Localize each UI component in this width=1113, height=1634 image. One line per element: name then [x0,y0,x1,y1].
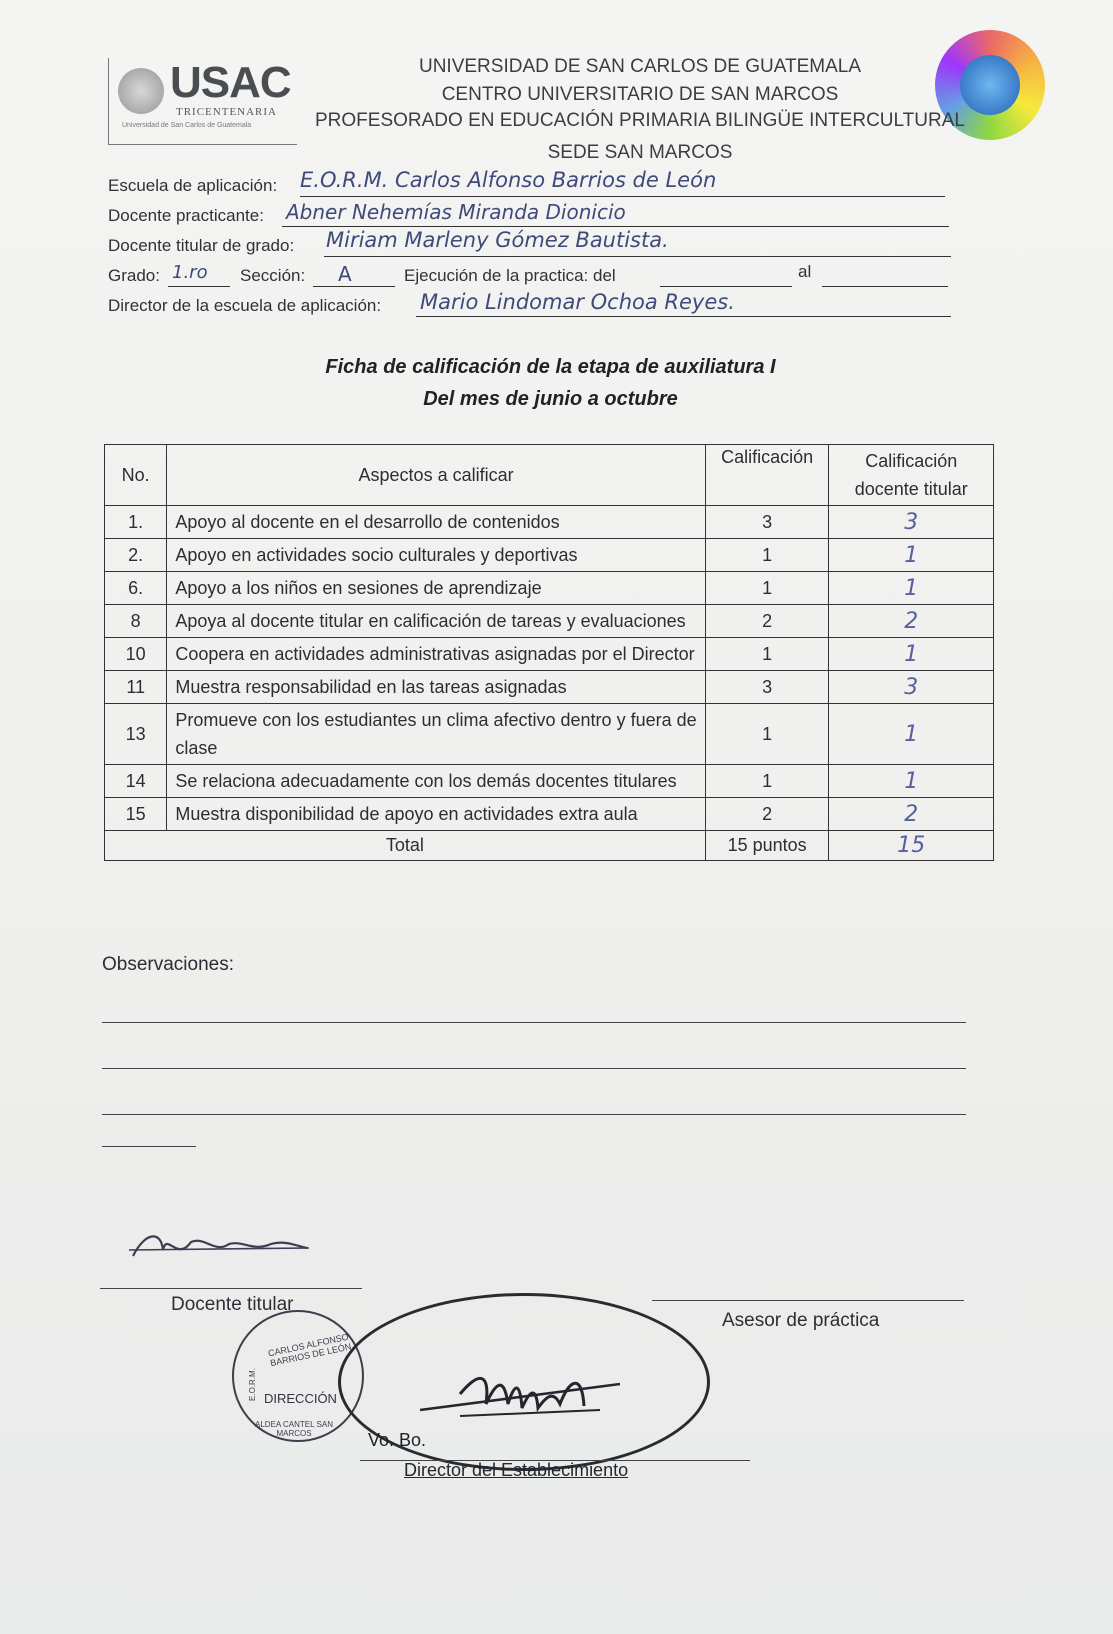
row-aspect: Apoya al docente titular en calificación de tareas y evaluaciones [167,605,706,638]
director-label: Director de la escuela de aplicación: [108,296,382,315]
stamp-side-text: E.O.R.M. [247,1368,257,1401]
row-aspect: Muestra disponibilidad de apoyo en actividades extra aula [167,798,706,831]
grado-label: Grado: [108,266,160,285]
grado-value: 1.ro [172,262,208,283]
row-no: 14 [105,765,167,798]
row-teacher-score: 1 [829,704,994,765]
row-teacher-score: 2 [829,605,994,638]
total-teacher-score: 15 [829,831,994,861]
docente-titular-line [100,1288,362,1289]
grado-row [108,266,160,286]
table-row [105,798,994,831]
observations-label: Observaciones: [102,954,235,975]
form-title: Ficha de calificación de la etapa de auxiliatura I [325,356,776,378]
director-label: Director del Establecimiento [404,1460,629,1480]
row-score: 1 [705,539,829,572]
escuela-field [108,176,277,196]
seccion-value: A [338,262,352,286]
table-row [105,704,994,765]
practicante-label: Docente practicante: [108,206,264,225]
titular-value: Miriam Marleny Gómez Bautista. [326,228,669,252]
site-name: SEDE SAN MARCOS [547,142,733,163]
table-row [105,671,994,704]
titular-label: Docente titular de grado: [108,236,295,255]
table-header-row [105,445,994,506]
usac-logo-text: USAC [170,58,291,107]
row-score: 2 [705,798,829,831]
row-no: 8 [105,605,167,638]
row-aspect: Apoyo en actividades socio culturales y deportivas [167,539,706,572]
vobo-label: Vo. Bo. [368,1430,427,1450]
row-score: 1 [705,638,829,671]
row-score: 3 [705,671,829,704]
table-row [105,605,994,638]
docente-titular-label: Docente titular [171,1294,294,1315]
row-no: 1. [105,506,167,539]
practicante-underline [282,226,949,227]
header-aspects: Aspectos a calificar [167,445,706,506]
total-score: 15 puntos [705,831,829,861]
row-score: 1 [705,765,829,798]
row-no: 10 [105,638,167,671]
director-value: Mario Lindomar Ochoa Reyes. [420,290,735,314]
grado-underline [168,286,230,287]
row-teacher-score: 1 [829,539,994,572]
row-aspect: Coopera en actividades administrativas asignadas por el Director [167,638,706,671]
row-aspect: Muestra responsabilidad en las tareas asignadas [167,671,706,704]
row-aspect: Se relaciona adecuadamente con los demás docentes titulares [167,765,706,798]
total-label: Total [105,831,706,861]
row-teacher-score: 1 [829,638,994,671]
ejecucion-label: Ejecución de la practica: del [404,266,616,285]
stamp-center-text: DIRECCIÓN [264,1391,337,1406]
seccion-label: Sección: [240,266,306,285]
ejecucion-del-underline [660,286,792,287]
escuela-value: E.O.R.M. Carlos Alfonso Barrios de León [300,168,717,192]
stamp-ring-text: CARLOS ALFONSO BARRIOS DE LEÓN [267,1331,353,1369]
ejecucion-al-underline [822,286,948,287]
row-no: 15 [105,798,167,831]
row-score: 2 [705,605,829,638]
program-name: PROFESORADO EN EDUCACIÓN PRIMARIA BILINGÜE INTERCULTURAL [315,110,965,131]
escuela-underline [300,196,945,197]
row-teacher-score: 1 [829,572,994,605]
practicante-field [108,206,264,226]
table-row [105,638,994,671]
form-period: Del mes de junio a octubre [423,388,678,410]
director-signature [400,1364,630,1454]
header-no: No. [105,445,167,506]
row-teacher-score: 3 [829,671,994,704]
table-row [105,539,994,572]
asesor-line [652,1300,964,1301]
table-total-row [105,831,994,861]
ejecucion-al-label: al [798,262,812,281]
practicante-value: Abner Nehemías Miranda Dionicio [286,200,626,224]
titular-field [108,236,294,256]
row-no: 13 [105,704,167,765]
row-teacher-score: 2 [829,798,994,831]
director-field [108,296,381,316]
row-aspect: Promueve con los estudiantes un clima afectivo dentro y fuera de clase [167,704,706,765]
table-row [105,506,994,539]
table-row [105,765,994,798]
row-aspect: Apoyo a los niños en sesiones de aprendizaje [167,572,706,605]
header-teacher-score: Calificación docente titular [829,445,994,506]
university-name: UNIVERSIDAD DE SAN CARLOS DE GUATEMALA [418,56,862,77]
director-underline [416,316,951,317]
table-row [105,572,994,605]
center-name: CENTRO UNIVERSITARIO DE SAN MARCOS [441,84,839,105]
titular-underline [324,256,951,257]
row-score: 1 [705,704,829,765]
row-score: 3 [705,506,829,539]
observation-line [102,1114,966,1115]
escuela-label: Escuela de aplicación: [108,176,278,195]
row-no: 2. [105,539,167,572]
asesor-label: Asesor de práctica [722,1310,880,1331]
observation-line [102,1146,196,1147]
observation-line [102,1022,966,1023]
row-no: 11 [105,671,167,704]
grading-table [104,444,994,861]
row-no: 6. [105,572,167,605]
stamp-bottom-text: ALDEA CANTEL SAN MARCOS [255,1420,333,1438]
row-aspect: Apoyo al docente en el desarrollo de contenidos [167,506,706,539]
university-seal-icon [118,68,164,114]
seccion-underline [313,286,395,287]
usac-logo-subtitle: TRICENTENARIA [176,106,277,118]
docente-titular-signature [125,1222,315,1270]
header-score: Calificación [705,445,829,506]
usac-logo-tagline: Universidad de San Carlos de Guatemala [122,122,252,129]
row-score: 1 [705,572,829,605]
observation-line [102,1068,966,1069]
row-teacher-score: 1 [829,765,994,798]
row-teacher-score: 3 [829,506,994,539]
